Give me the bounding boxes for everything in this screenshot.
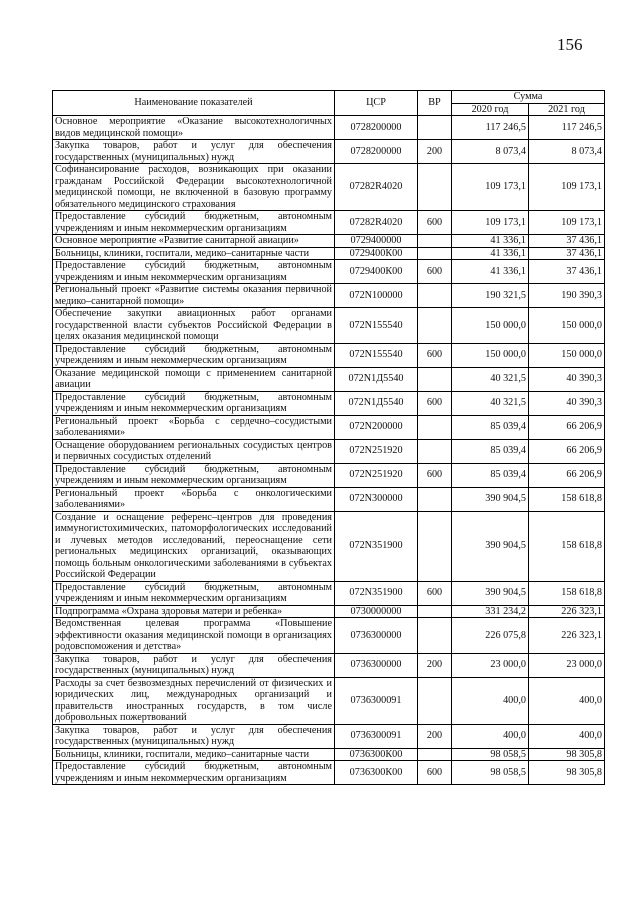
row-name: Предоставление субсидий бюджетным, автономным учреждениям и иным некоммерческим организациям <box>53 343 335 367</box>
row-name: Закупка товаров, работ и услуг для обеспечения государственных (муниципальных) нужд <box>53 140 335 164</box>
row-value-2020: 400,0 <box>452 677 529 724</box>
table-row <box>53 247 605 260</box>
row-value-2021: 109 173,1 <box>529 164 605 211</box>
row-vr <box>418 439 452 463</box>
row-vr: 600 <box>418 343 452 367</box>
header-sum: Сумма <box>452 91 605 104</box>
table-row <box>53 463 605 487</box>
row-code: 072N200000 <box>335 415 418 439</box>
row-vr: 600 <box>418 211 452 235</box>
row-name: Больницы, клиники, госпитали, медико–санитарные части <box>53 748 335 761</box>
row-value-2020: 150 000,0 <box>452 343 529 367</box>
row-value-2021: 400,0 <box>529 724 605 748</box>
row-value-2021: 66 206,9 <box>529 439 605 463</box>
header-year-2021: 2021 год <box>529 103 605 116</box>
row-value-2021: 37 436,1 <box>529 260 605 284</box>
row-value-2021: 66 206,9 <box>529 415 605 439</box>
table-row <box>53 343 605 367</box>
budget-table <box>52 90 605 785</box>
row-code: 0736300000 <box>335 653 418 677</box>
table-row <box>53 260 605 284</box>
row-name: Основное мероприятие «Развитие санитарной авиации» <box>53 235 335 248</box>
row-vr: 200 <box>418 724 452 748</box>
row-value-2020: 85 039,4 <box>452 463 529 487</box>
row-value-2020: 109 173,1 <box>452 211 529 235</box>
row-value-2020: 150 000,0 <box>452 308 529 344</box>
header-code: ЦСР <box>335 91 418 116</box>
row-code: 0736300091 <box>335 677 418 724</box>
row-value-2020: 400,0 <box>452 724 529 748</box>
page-number: 156 <box>557 35 583 54</box>
row-value-2020: 40 321,5 <box>452 391 529 415</box>
row-vr <box>418 235 452 248</box>
row-name: Оснащение оборудованием региональных сосудистых центров и первичных сосудистых отделений <box>53 439 335 463</box>
row-vr <box>418 618 452 654</box>
row-vr: 600 <box>418 761 452 785</box>
row-code: 0736300000 <box>335 618 418 654</box>
table-row <box>53 116 605 140</box>
row-value-2021: 190 390,3 <box>529 284 605 308</box>
row-name: Предоставление субсидий бюджетным, автономным учреждениям и иным некоммерческим организациям <box>53 581 335 605</box>
row-code: 0729400К00 <box>335 247 418 260</box>
row-vr: 600 <box>418 463 452 487</box>
row-vr: 600 <box>418 581 452 605</box>
row-value-2020: 40 321,5 <box>452 367 529 391</box>
row-value-2021: 37 436,1 <box>529 235 605 248</box>
row-value-2020: 390 904,5 <box>452 511 529 581</box>
row-vr <box>418 487 452 511</box>
row-value-2020: 390 904,5 <box>452 581 529 605</box>
table-row <box>53 724 605 748</box>
row-value-2020: 85 039,4 <box>452 415 529 439</box>
row-value-2021: 40 390,3 <box>529 391 605 415</box>
row-value-2020: 23 000,0 <box>452 653 529 677</box>
row-vr <box>418 748 452 761</box>
row-value-2021: 226 323,1 <box>529 605 605 618</box>
row-vr <box>418 605 452 618</box>
row-code: 072N155540 <box>335 343 418 367</box>
row-name: Софинансирование расходов, возникающих при оказании гражданам Российской Федерации высокотехнологичной медицинской помощи, не включенной в базовую программу обязательного медицинского страхования <box>53 164 335 211</box>
row-code: 072N351900 <box>335 511 418 581</box>
row-code: 072N155540 <box>335 308 418 344</box>
row-value-2020: 390 904,5 <box>452 487 529 511</box>
header-year-2020: 2020 год <box>452 103 529 116</box>
row-name: Основное мероприятие «Оказание высокотехнологичных видов медицинской помощи» <box>53 116 335 140</box>
row-name: Закупка товаров, работ и услуг для обеспечения государственных (муниципальных) нужд <box>53 724 335 748</box>
row-name: Региональный проект «Борьба с онкологическими заболеваниями» <box>53 487 335 511</box>
row-code: 072N251920 <box>335 463 418 487</box>
row-name: Региональный проект «Развитие системы оказания первичной медико–санитарной помощи» <box>53 284 335 308</box>
row-code: 072N1Д5540 <box>335 367 418 391</box>
row-vr <box>418 677 452 724</box>
row-code: 07282R4020 <box>335 211 418 235</box>
row-code: 072N300000 <box>335 487 418 511</box>
row-value-2020: 41 336,1 <box>452 260 529 284</box>
row-code: 0730000000 <box>335 605 418 618</box>
table-row <box>53 581 605 605</box>
row-vr <box>418 308 452 344</box>
row-name: Больницы, клиники, госпитали, медико–санитарные части <box>53 247 335 260</box>
row-name: Оказание медицинской помощи с применением санитарной авиации <box>53 367 335 391</box>
row-code: 072N1Д5540 <box>335 391 418 415</box>
row-vr <box>418 116 452 140</box>
row-name: Предоставление субсидий бюджетным, автономным учреждениям и иным некоммерческим организациям <box>53 463 335 487</box>
row-value-2021: 158 618,8 <box>529 511 605 581</box>
row-vr <box>418 415 452 439</box>
table-row <box>53 677 605 724</box>
row-code: 07282R4020 <box>335 164 418 211</box>
table-row <box>53 164 605 211</box>
table-row <box>53 487 605 511</box>
row-code: 0728200000 <box>335 116 418 140</box>
table-row <box>53 235 605 248</box>
row-value-2020: 331 234,2 <box>452 605 529 618</box>
table-row <box>53 748 605 761</box>
table-row <box>53 439 605 463</box>
row-value-2021: 158 618,8 <box>529 581 605 605</box>
row-value-2021: 23 000,0 <box>529 653 605 677</box>
row-value-2020: 226 075,8 <box>452 618 529 654</box>
row-value-2020: 109 173,1 <box>452 164 529 211</box>
row-name: Региональный проект «Борьба с сердечно–сосудистыми заболеваниями» <box>53 415 335 439</box>
row-name: Предоставление субсидий бюджетным, автономным учреждениям и иным некоммерческим организациям <box>53 211 335 235</box>
row-value-2021: 109 173,1 <box>529 211 605 235</box>
row-value-2021: 98 305,8 <box>529 748 605 761</box>
row-name: Предоставление субсидий бюджетным, автономным учреждениям и иным некоммерческим организациям <box>53 260 335 284</box>
row-vr <box>418 367 452 391</box>
table-header <box>53 91 605 116</box>
row-vr: 200 <box>418 653 452 677</box>
row-vr <box>418 247 452 260</box>
table-row <box>53 511 605 581</box>
row-code: 0729400К00 <box>335 260 418 284</box>
table-row <box>53 415 605 439</box>
row-name: Создание и оснащение референс–центров для проведения иммуногистохимических, патоморфологических исследований и лучевых методов исследований, переоснащение сети региональных медицинских организаций, оказывающих помощь больным онкологическими заболеваниями в субъектах Российской Федерации <box>53 511 335 581</box>
row-value-2020: 41 336,1 <box>452 235 529 248</box>
table-row <box>53 761 605 785</box>
row-code: 0729400000 <box>335 235 418 248</box>
row-value-2020: 41 336,1 <box>452 247 529 260</box>
row-code: 0736300К00 <box>335 748 418 761</box>
row-code: 0736300К00 <box>335 761 418 785</box>
row-value-2021: 226 323,1 <box>529 618 605 654</box>
row-name: Предоставление субсидий бюджетным, автономным учреждениям и иным некоммерческим организациям <box>53 761 335 785</box>
row-value-2021: 158 618,8 <box>529 487 605 511</box>
row-vr: 600 <box>418 391 452 415</box>
table-row <box>53 605 605 618</box>
row-vr: 600 <box>418 260 452 284</box>
row-name: Расходы за счет безвозмездных перечислений от физических и юридических лиц, международных организаций и правительств иностранных государств, в том числе добровольных пожертвований <box>53 677 335 724</box>
row-code: 072N251920 <box>335 439 418 463</box>
row-name: Подпрограмма «Охрана здоровья матери и ребенка» <box>53 605 335 618</box>
row-value-2021: 8 073,4 <box>529 140 605 164</box>
table-row <box>53 284 605 308</box>
row-code: 072N351900 <box>335 581 418 605</box>
row-value-2021: 400,0 <box>529 677 605 724</box>
row-vr <box>418 164 452 211</box>
row-vr: 200 <box>418 140 452 164</box>
table-row <box>53 211 605 235</box>
row-value-2020: 98 058,5 <box>452 748 529 761</box>
row-value-2021: 37 436,1 <box>529 247 605 260</box>
row-value-2021: 150 000,0 <box>529 308 605 344</box>
row-vr <box>418 284 452 308</box>
row-value-2021: 98 305,8 <box>529 761 605 785</box>
row-value-2021: 150 000,0 <box>529 343 605 367</box>
row-code: 072N100000 <box>335 284 418 308</box>
row-value-2020: 98 058,5 <box>452 761 529 785</box>
header-vr: ВР <box>418 91 452 116</box>
table-row <box>53 308 605 344</box>
table-row <box>53 391 605 415</box>
table-row <box>53 618 605 654</box>
row-value-2020: 85 039,4 <box>452 439 529 463</box>
table-row <box>53 367 605 391</box>
row-code: 0728200000 <box>335 140 418 164</box>
row-value-2020: 117 246,5 <box>452 116 529 140</box>
table-row <box>53 653 605 677</box>
row-value-2020: 190 321,5 <box>452 284 529 308</box>
table-body <box>53 116 605 785</box>
header-name: Наименование показателей <box>53 91 335 116</box>
table-row <box>53 140 605 164</box>
row-name: Ведомственная целевая программа «Повышение эффективности оказания медицинской помощи в организациях родовспоможения и детства» <box>53 618 335 654</box>
row-name: Обеспечение закупки авиационных работ органами государственной власти субъектов Российской Федерации в целях оказания медицинской помощи <box>53 308 335 344</box>
row-name: Закупка товаров, работ и услуг для обеспечения государственных (муниципальных) нужд <box>53 653 335 677</box>
row-code: 0736300091 <box>335 724 418 748</box>
row-name: Предоставление субсидий бюджетным, автономным учреждениям и иным некоммерческим организациям <box>53 391 335 415</box>
row-value-2021: 117 246,5 <box>529 116 605 140</box>
row-vr <box>418 511 452 581</box>
row-value-2020: 8 073,4 <box>452 140 529 164</box>
row-value-2021: 40 390,3 <box>529 367 605 391</box>
row-value-2021: 66 206,9 <box>529 463 605 487</box>
